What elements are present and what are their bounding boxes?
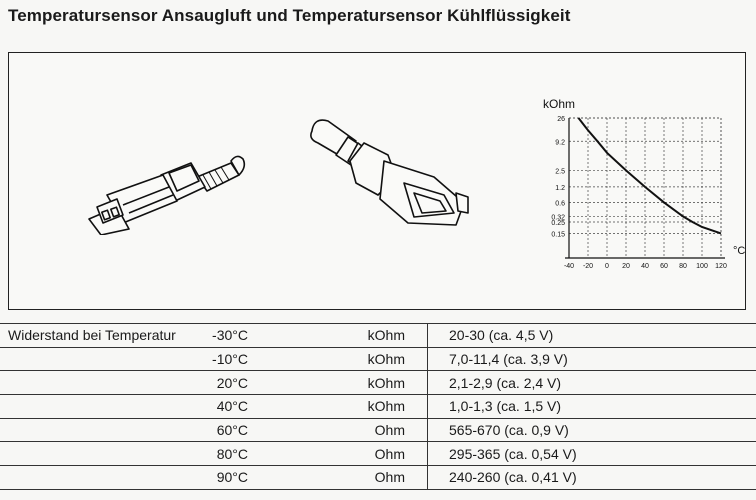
row-label: Widerstand bei Temperatur	[0, 324, 208, 348]
unit-cell: kOhm	[248, 395, 428, 419]
x-tick-label: 100	[696, 263, 708, 270]
intake-air-sensor-drawing	[79, 145, 259, 235]
chart-svg	[529, 93, 756, 323]
unit-cell: kOhm	[248, 371, 428, 395]
y-tick-label: 0.6	[555, 200, 565, 208]
row-label	[0, 395, 208, 419]
coolant-sensor-drawing	[304, 113, 474, 233]
table-row	[0, 347, 756, 371]
temperature-cell: 20°C	[208, 371, 248, 395]
value-cell: 7,0-11,4 (ca. 3,9 V)	[428, 347, 756, 371]
y-tick-label: 9.2	[555, 139, 565, 147]
row-label	[0, 371, 208, 395]
x-tick-label: -20	[582, 263, 594, 270]
y-tick-label: 0.25	[551, 219, 565, 227]
temperature-cell: 60°C	[208, 418, 248, 442]
table-row	[0, 395, 756, 419]
page-title: Temperatursensor Ansaugluft und Temperatursensor Kühlflüssigkeit	[8, 6, 571, 25]
table-row	[0, 466, 756, 490]
temperature-cell: -10°C	[208, 347, 248, 371]
row-label	[0, 466, 208, 490]
x-tick-label: 120	[715, 263, 727, 270]
x-axis-label: °C	[733, 245, 746, 257]
x-tick-label: 20	[622, 263, 630, 270]
y-axis-label: kOhm	[543, 97, 576, 111]
table-row	[0, 418, 756, 442]
unit-cell: Ohm	[248, 442, 428, 466]
y-tick-label: 2.5	[555, 168, 565, 176]
unit-cell: Ohm	[248, 418, 428, 442]
x-tick-label: 60	[660, 263, 668, 270]
y-tick-label: 0.32	[551, 214, 565, 222]
value-cell: 20-30 (ca. 4,5 V)	[428, 324, 756, 348]
value-cell: 1,0-1,3 (ca. 1,5 V)	[428, 395, 756, 419]
resistance-table	[0, 323, 756, 490]
x-tick-label: 0	[605, 263, 609, 270]
resistance-chart	[529, 93, 756, 323]
x-tick-label: 40	[641, 263, 649, 270]
y-tick-label: 1.2	[555, 184, 565, 192]
temperature-cell: 90°C	[208, 466, 248, 490]
x-tick-label: -40	[563, 263, 575, 270]
row-label	[0, 442, 208, 466]
unit-cell: kOhm	[248, 347, 428, 371]
unit-cell: Ohm	[248, 466, 428, 490]
row-label	[0, 418, 208, 442]
value-cell: 295-365 (ca. 0,54 V)	[428, 442, 756, 466]
temperature-cell: 80°C	[208, 442, 248, 466]
temperature-cell: 40°C	[208, 395, 248, 419]
value-cell: 2,1-2,9 (ca. 2,4 V)	[428, 371, 756, 395]
table-row	[0, 324, 756, 348]
resistance-curve	[579, 118, 722, 233]
x-tick-label: 80	[679, 263, 687, 270]
temperature-cell: -30°C	[208, 324, 248, 348]
y-tick-label: 26	[557, 116, 565, 123]
y-tick-label: 0.15	[551, 231, 565, 239]
value-cell: 240-260 (ca. 0,41 V)	[428, 466, 756, 490]
table-row	[0, 371, 756, 395]
table-row	[0, 442, 756, 466]
row-label	[0, 347, 208, 371]
unit-cell: kOhm	[248, 324, 428, 348]
value-cell: 565-670 (ca. 0,9 V)	[428, 418, 756, 442]
figure-panel	[8, 52, 746, 310]
